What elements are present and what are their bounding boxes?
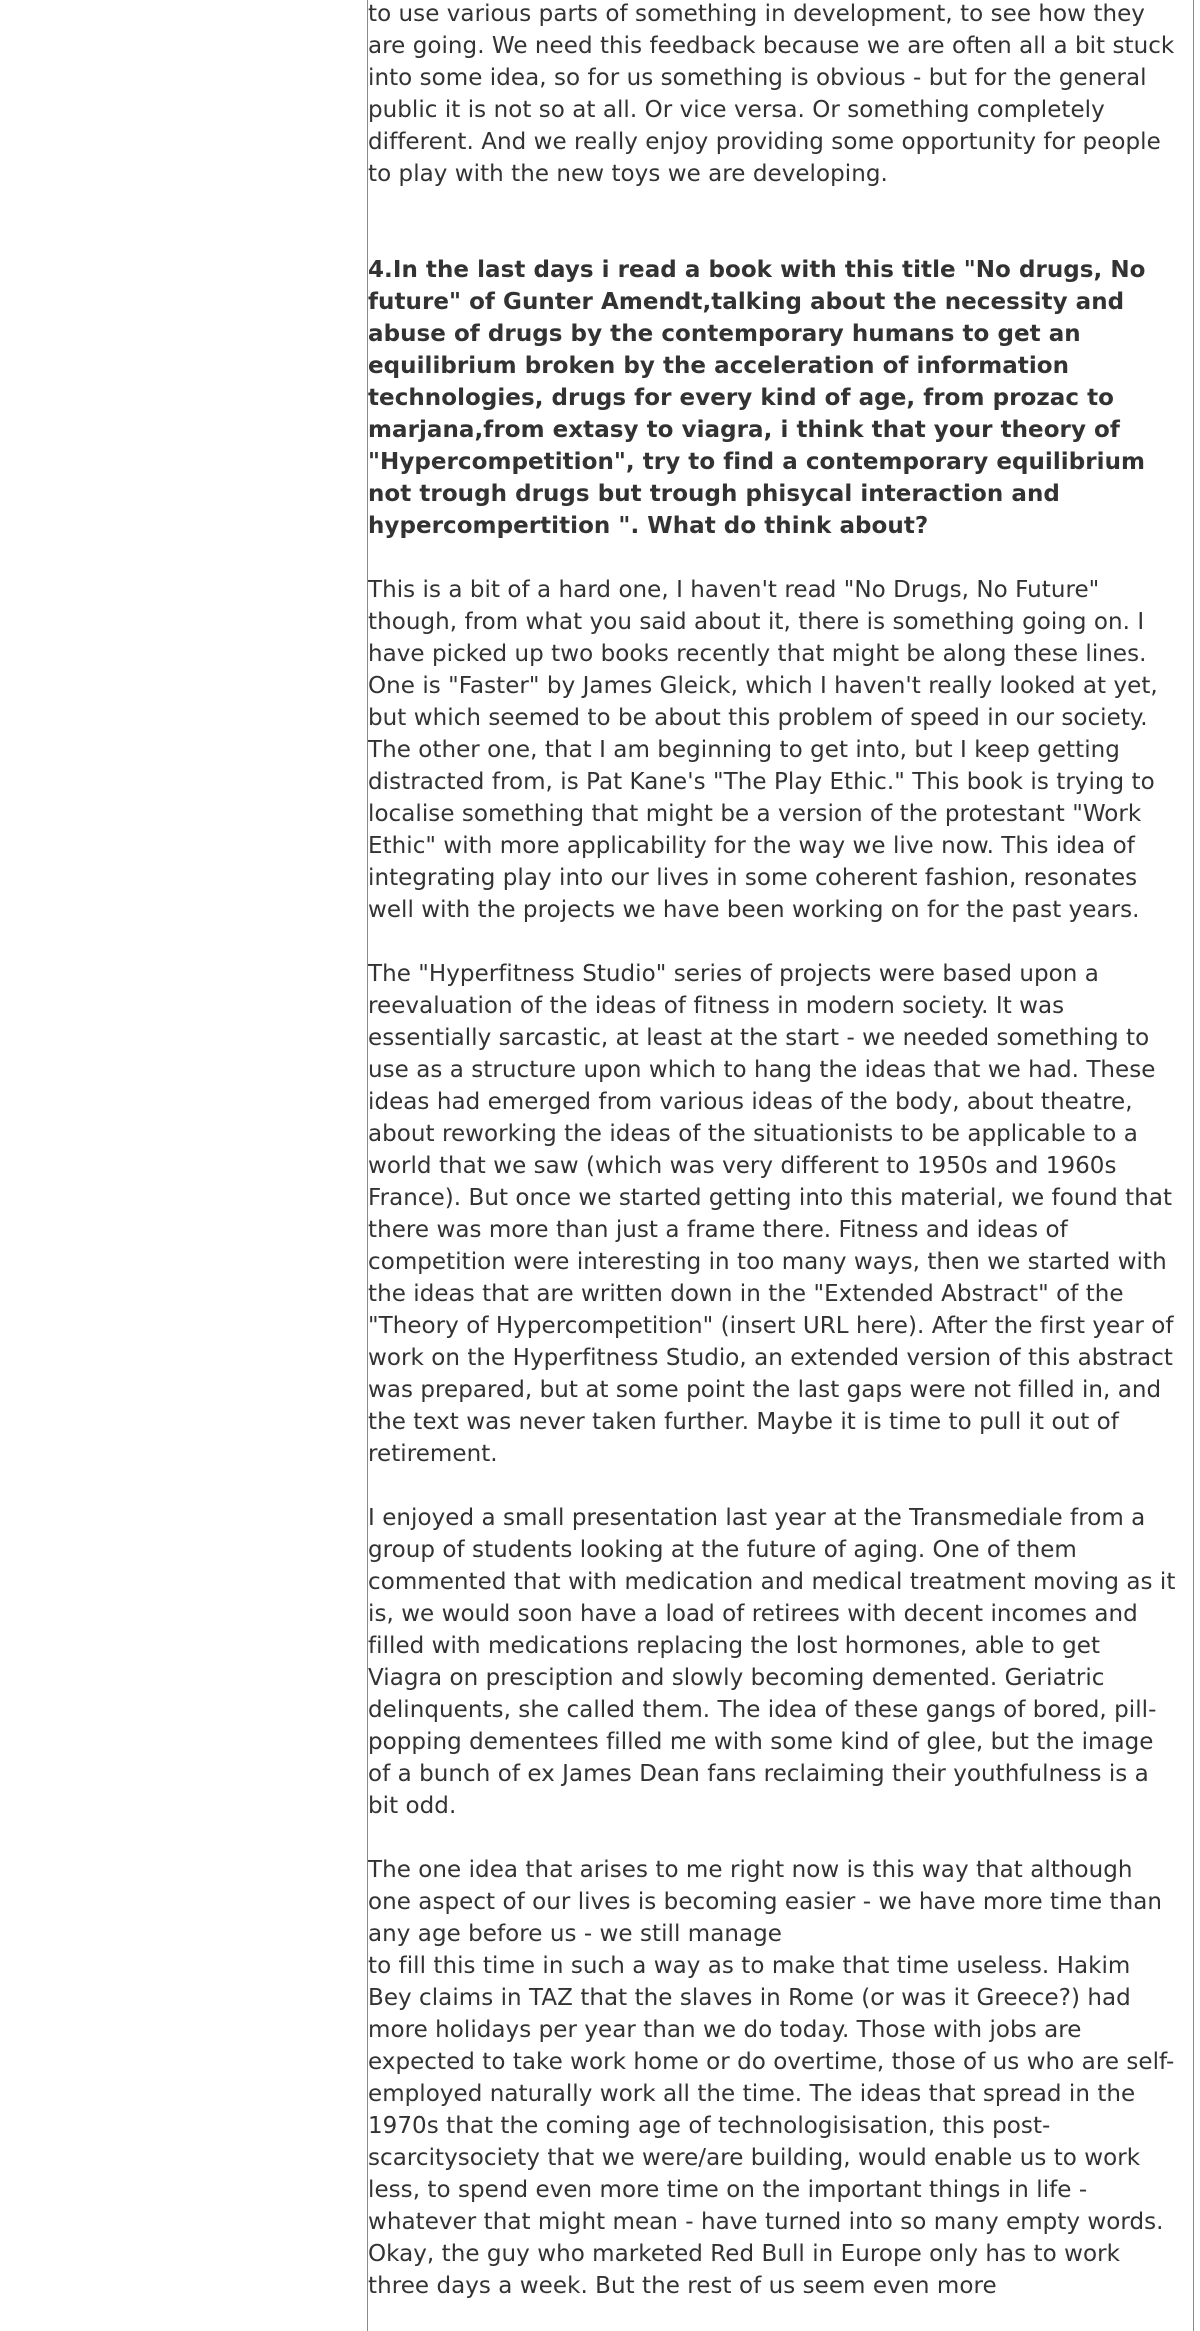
section-spacer [368, 190, 1178, 254]
paragraph-spacer [368, 1470, 1178, 1502]
article-body [368, 0, 1178, 2302]
paragraph-spacer [368, 926, 1178, 958]
answer-paragraph-4-start: The one idea that arises to me right now is this way that although one aspect of our lives is becoming easier - we have more time than any age before us - we still manage [368, 1857, 1163, 1947]
answer-paragraph-4-continued: to fill this time in such a way as to make that time useless. Hakim Bey claims in TAZ that the slaves in Rome (or was it Greece?) had more holidays per year than we do today. Those with jobs are expected to take work home or do overtime, those of us who are self-employed naturally work all the time. The ideas that spread in the 1970s that the coming age of technologisisation, this post-scarcitysociety that we were/are building, would enable us to work less, to spend even more time on the important things in life - whatever that might mean - have turned into so many empty words. Okay, the guy who marketed Red Bull in Europe only has to work three days a week. But the rest of us seem even more [368, 1953, 1175, 2299]
answer-paragraph-3: I enjoyed a small presentation last year at the Transmediale from a group of students looking at the future of aging. One of them commented that with medication and medical treatment moving as it is, we would soon have a load of retirees with decent incomes and filled with medications replacing the lost hormones, able to get Viagra on presciption and slowly becoming demented. Geriatric delinquents, she called them. The idea of these gangs of bored, pill-popping dementees filled me with some kind of glee, but the image of a bunch of ex James Dean fans reclaiming their youthfulness is a bit odd. [368, 1505, 1176, 1819]
paragraph-spacer [368, 542, 1178, 574]
article-column [367, 0, 1194, 2331]
answer-paragraph-2: The "Hyperfitness Studio" series of projects were based upon a reevaluation of the ideas of fitness in modern society. It was essentially sarcastic, at least at the start - we needed something to use as a structure upon which to hang the ideas that we had. These ideas had emerged from various ideas of the body, about theatre, about reworking the ideas of the situationists to be applicable to a world that we saw (which was very different to 1950s and 1960s France). But once we started getting into this material, we found that there was more than just a frame there. Fitness and ideas of competition were interesting in too many ways, then we started with the ideas that are written down in the "Extended Abstract" of the "Theory of Hypercompetition" (insert URL here). After the first year of work on the Hyperfitness Studio, an extended version of this abstract was prepared, but at some point the last gaps were not filled in, and the text was never taken further. Maybe it is time to pull it out of retirement. [368, 961, 1174, 1467]
answer-paragraph-1: This is a bit of a hard one, I haven't read "No Drugs, No Future" though, from what you said about it, there is something going on. I have picked up two books recently that might be along these lines. One is "Faster" by James Gleick, which I haven't really looked at yet, but which seemed to be about this problem of speed in our society. The other one, that I am beginning to get into, but I keep getting distracted from, is Pat Kane's "The Play Ethic." This book is trying to localise something that might be a version of the protestant "Work Ethic" with more applicability for the way we live now. This idea of integrating play into our lives in some coherent fashion, resonates well with the projects we have been working on for the past years. [368, 577, 1158, 923]
interview-question-4: 4.In the last days i read a book with this title "No drugs, No future" of Gunter Amendt,talking about the necessity and abuse of drugs by the contemporary humans to get an equilibrium broken by the acceleration of information technologies, drugs for every kind of age, from prozac to marjana,from extasy to viagra, i think that your theory of "Hypercompetition", try to find a contemporary equilibrium not trough drugs but trough phisycal interaction and hypercompertition ". What do think about? [368, 257, 1146, 539]
intro-paragraph-tail: to use various parts of something in development, to see how they are going. We need this feedback because we are often all a bit stuck into some idea, so for us something is obvious - but for the general public it is not so at all. Or vice versa. Or something completely different. And we really enjoy providing some opportunity for people to play with the new toys we are developing. [368, 1, 1175, 187]
paragraph-spacer [368, 1822, 1178, 1854]
